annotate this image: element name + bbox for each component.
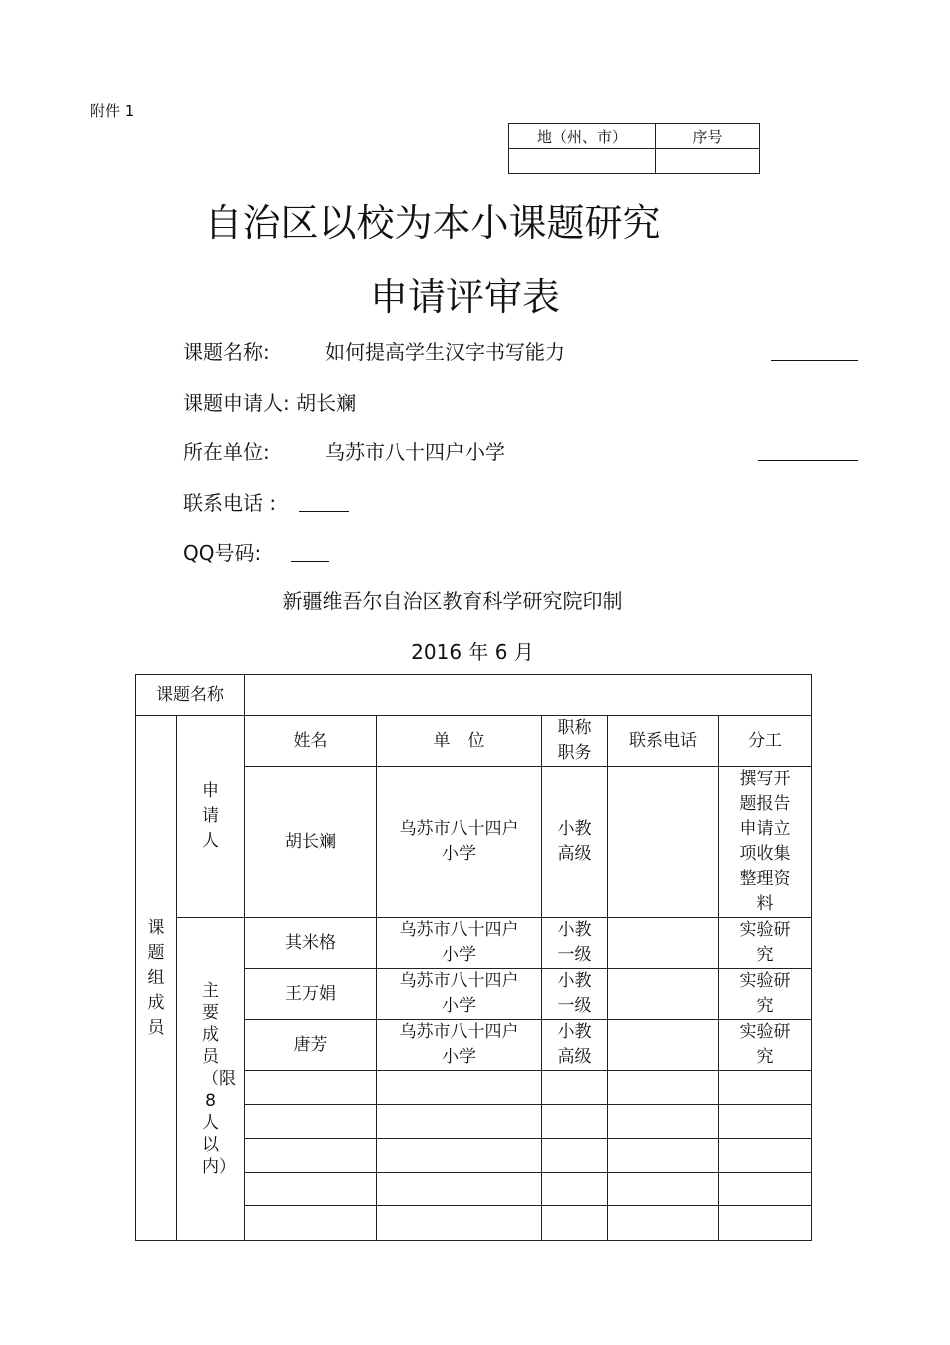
topic-label: 课题名称: [183,340,270,364]
member-duty [719,1071,812,1105]
member-name [245,1139,377,1173]
member-duty [719,1206,812,1241]
member-duty: 实验研 究 [719,969,812,1020]
member-duty [719,1105,812,1139]
phone-underline [299,511,349,512]
member-table [135,674,812,1241]
region-label: 地（州、市） [509,124,656,149]
member-unit: 乌苏市八十四户 小学 [377,969,542,1020]
applicant-value: 胡长斓 [296,391,357,415]
member-title [542,1071,608,1105]
member-name [245,1071,377,1105]
member-title [542,1139,608,1173]
applicant-phone [608,767,719,918]
serial-label: 序号 [656,124,760,149]
header-name: 姓名 [245,716,377,767]
member-title: 小教 一级 [542,918,608,969]
unit-underline [758,460,858,461]
phone-field [183,487,276,516]
member-phone [608,1071,719,1105]
member-phone [608,1020,719,1071]
members-group-text: 主要成员（限8人以内） [202,981,236,1177]
header-title: 职称 职务 [542,716,608,767]
member-title [542,1105,608,1139]
qq-underline [291,561,329,562]
member-name: 王万娟 [245,969,377,1020]
applicant-duty: 撰写开 题报告 申请立 项收集 整理资 料 [719,767,812,918]
member-unit: 乌苏市八十四户 小学 [377,918,542,969]
unit-field [183,436,505,465]
attachment-label: 附件 1 [90,102,135,120]
page-title: 自治区以校为本小课题研究 [204,201,661,245]
topic-field [183,336,565,365]
member-duty [719,1139,812,1173]
phone-label: 联系电话 : [183,491,277,515]
topic-name-value [245,675,812,716]
member-unit [377,1173,542,1206]
topic-underline [771,360,858,361]
member-phone [608,1173,719,1206]
printer-line: 新疆维吾尔自治区教育科学研究院印制 [282,589,623,613]
member-name: 其米格 [245,918,377,969]
region-serial-box [508,123,760,174]
group-label [136,716,177,1241]
qq-field [183,537,261,566]
header-unit: 单 位 [377,716,542,767]
member-unit [377,1206,542,1241]
member-phone [608,1105,719,1139]
group-label-text: 课题组成员 [147,917,165,1038]
header-duty: 分工 [719,716,812,767]
member-duty: 实验研 究 [719,918,812,969]
member-unit: 乌苏市八十四户 小学 [377,1020,542,1071]
member-title: 小教 一级 [542,969,608,1020]
qq-label: QQ号码: [183,541,262,565]
member-duty [719,1173,812,1206]
member-unit [377,1105,542,1139]
member-title [542,1173,608,1206]
topic-name-label: 课题名称 [136,675,245,716]
topic-value: 如何提高学生汉字书写能力 [325,340,565,364]
member-name [245,1206,377,1241]
applicant-field [183,387,356,416]
applicant-label: 课题申请人: [183,391,290,415]
member-unit [377,1071,542,1105]
serial-value [656,149,760,174]
header-phone: 联系电话 [608,716,719,767]
member-unit [377,1139,542,1173]
applicant-name: 胡长斓 [245,767,377,918]
applicant-title: 小教 高级 [542,767,608,918]
date-line: 2016 年 6 月 [411,640,534,664]
unit-label: 所在单位: [183,440,270,464]
member-phone [608,1139,719,1173]
member-name [245,1105,377,1139]
member-name: 唐芳 [245,1020,377,1071]
member-phone [608,1206,719,1241]
applicant-unit: 乌苏市八十四户 小学 [377,767,542,918]
member-phone [608,918,719,969]
page-subtitle: 申请评审表 [369,275,560,319]
applicant-group-text: 申请人 [202,781,219,851]
applicant-group-label [177,716,245,918]
members-group-label [177,918,245,1241]
member-phone [608,969,719,1020]
member-name [245,1173,377,1206]
member-title [542,1206,608,1241]
member-title: 小教 高级 [542,1020,608,1071]
unit-value: 乌苏市八十四户小学 [325,440,505,464]
table-row [136,918,812,969]
member-duty: 实验研 究 [719,1020,812,1071]
region-value [509,149,656,174]
